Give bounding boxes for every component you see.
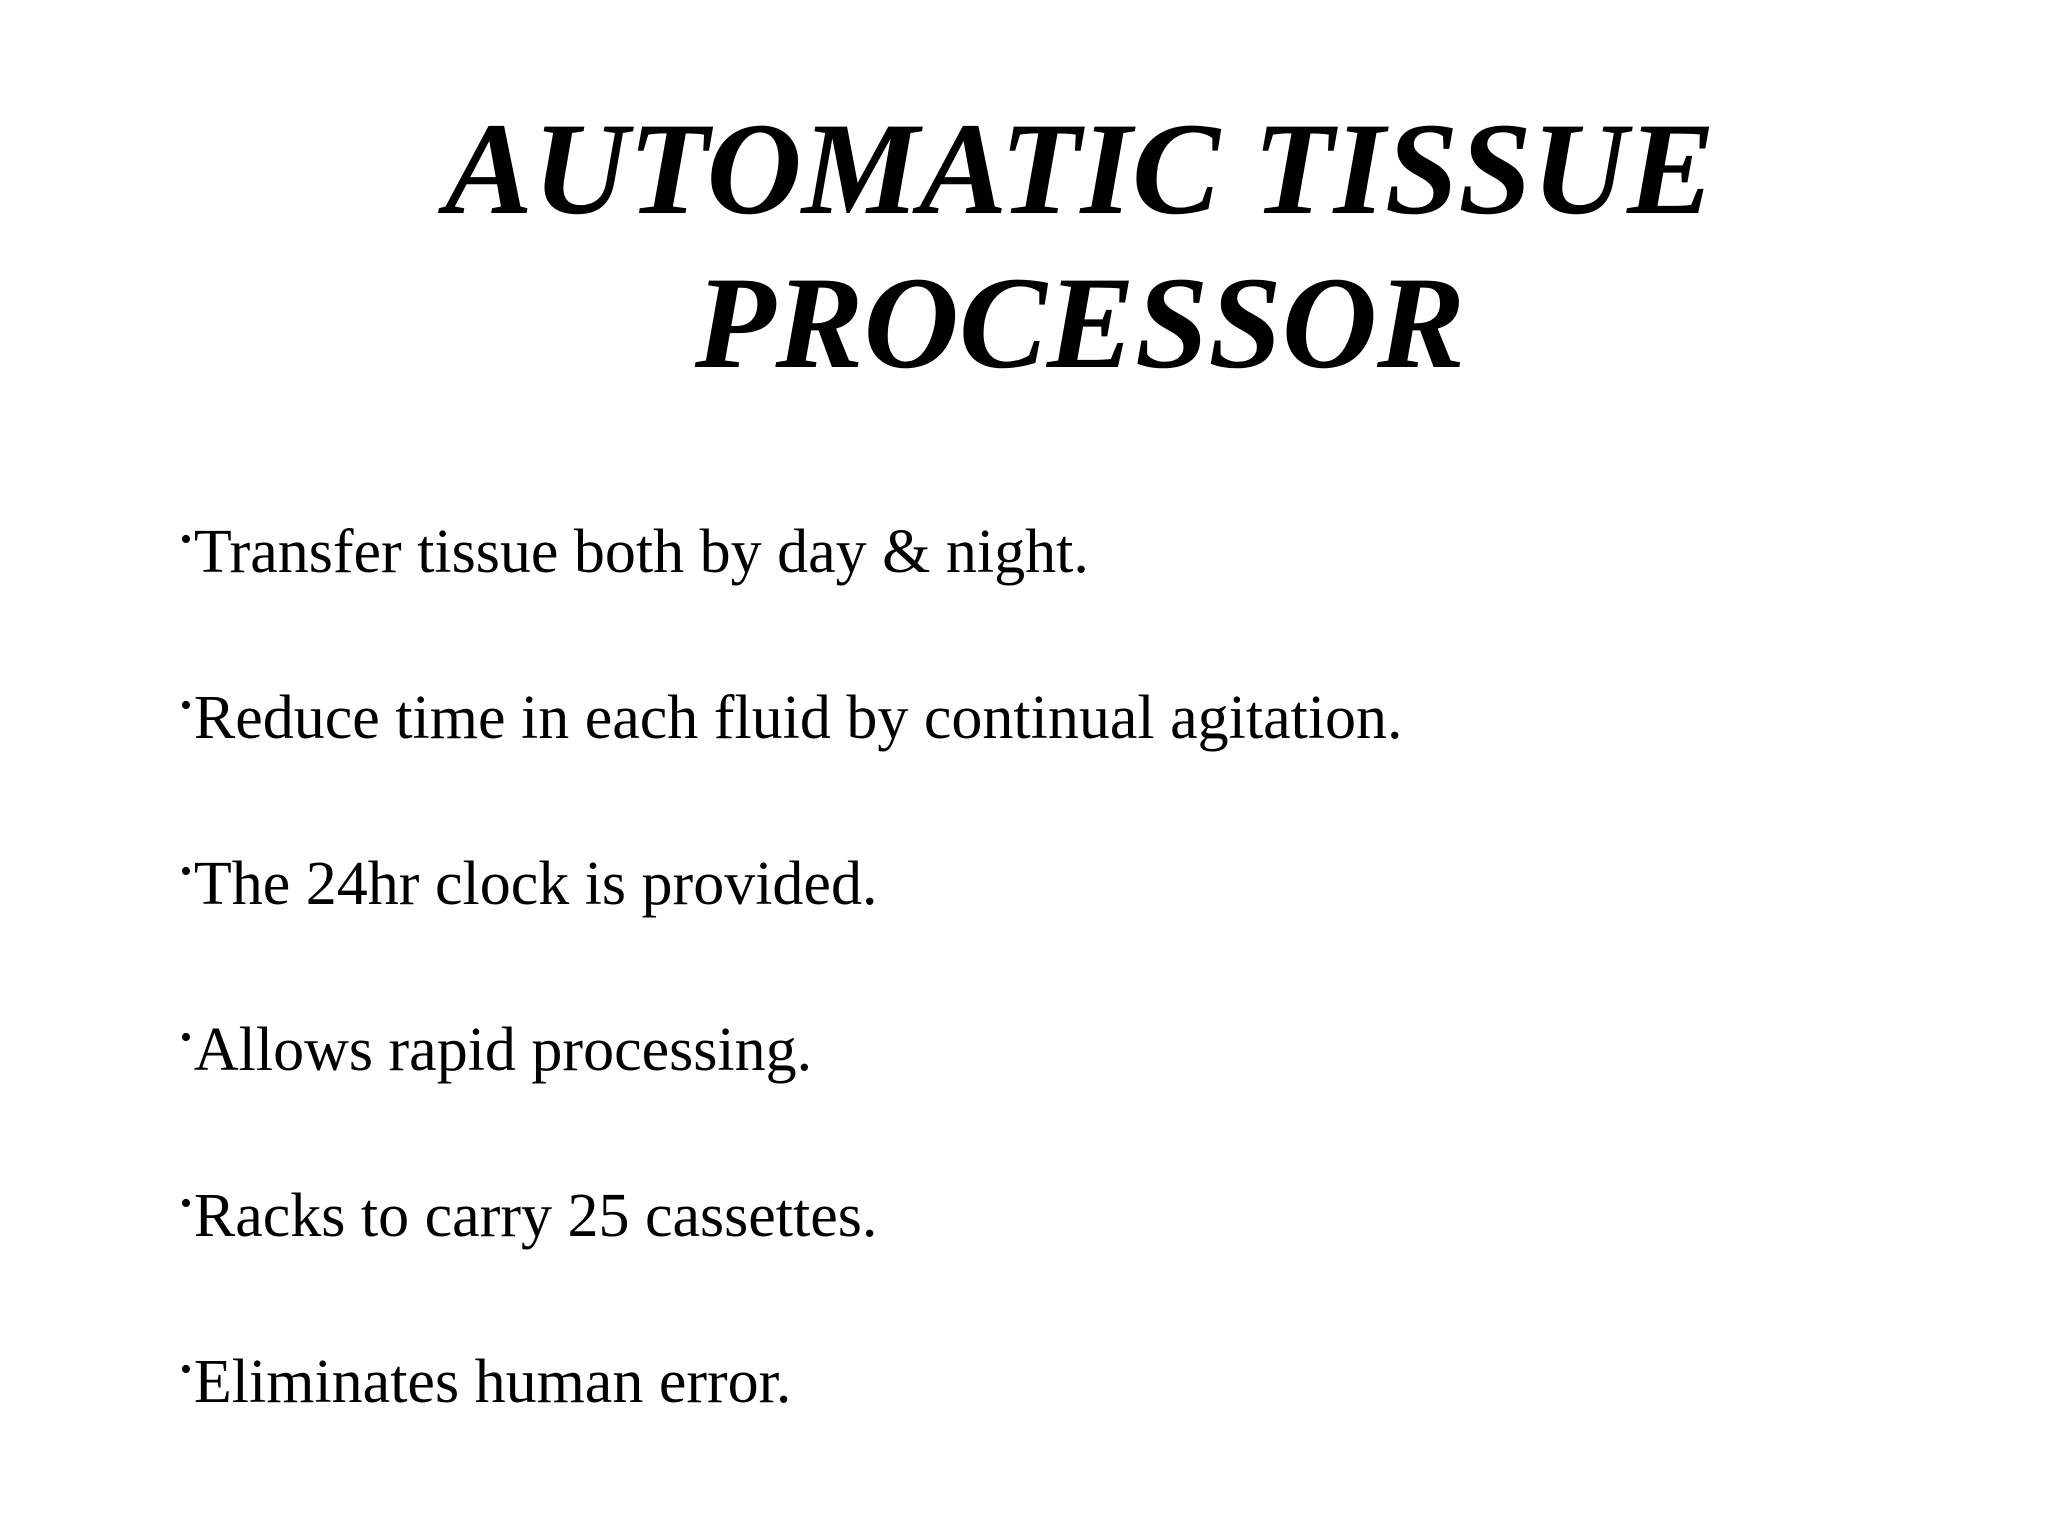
bullet-text: The 24hr clock is provided.: [193, 850, 878, 918]
bullet-icon: •: [180, 1351, 192, 1388]
bullet-text: Racks to carry 25 cassettes.: [193, 1182, 878, 1250]
slide-title-line-1: AUTOMATIC TISSUE: [444, 95, 1716, 242]
bullet-item: [180, 832, 1403, 998]
slide-title-line-2: PROCESSOR: [694, 249, 1466, 396]
bullet-list: [180, 500, 1403, 1496]
bullet-item: [180, 666, 1403, 832]
bullet-icon: •: [180, 1185, 192, 1222]
bullet-icon: •: [180, 1019, 192, 1056]
bullet-text: Allows rapid processing.: [193, 1016, 813, 1084]
bullet-text: Eliminates human error.: [193, 1348, 792, 1416]
bullet-icon: •: [180, 687, 192, 724]
slide-title: [400, 92, 1760, 400]
bullet-icon: •: [180, 521, 192, 558]
bullet-item: [180, 1164, 1403, 1330]
bullet-icon: •: [180, 853, 192, 890]
bullet-item: [180, 500, 1403, 666]
bullet-item: [180, 998, 1403, 1164]
bullet-item: [180, 1330, 1403, 1496]
bullet-text: Transfer tissue both by day & night.: [193, 518, 1089, 586]
bullet-text: Reduce time in each fluid by continual agitation.: [193, 684, 1403, 752]
